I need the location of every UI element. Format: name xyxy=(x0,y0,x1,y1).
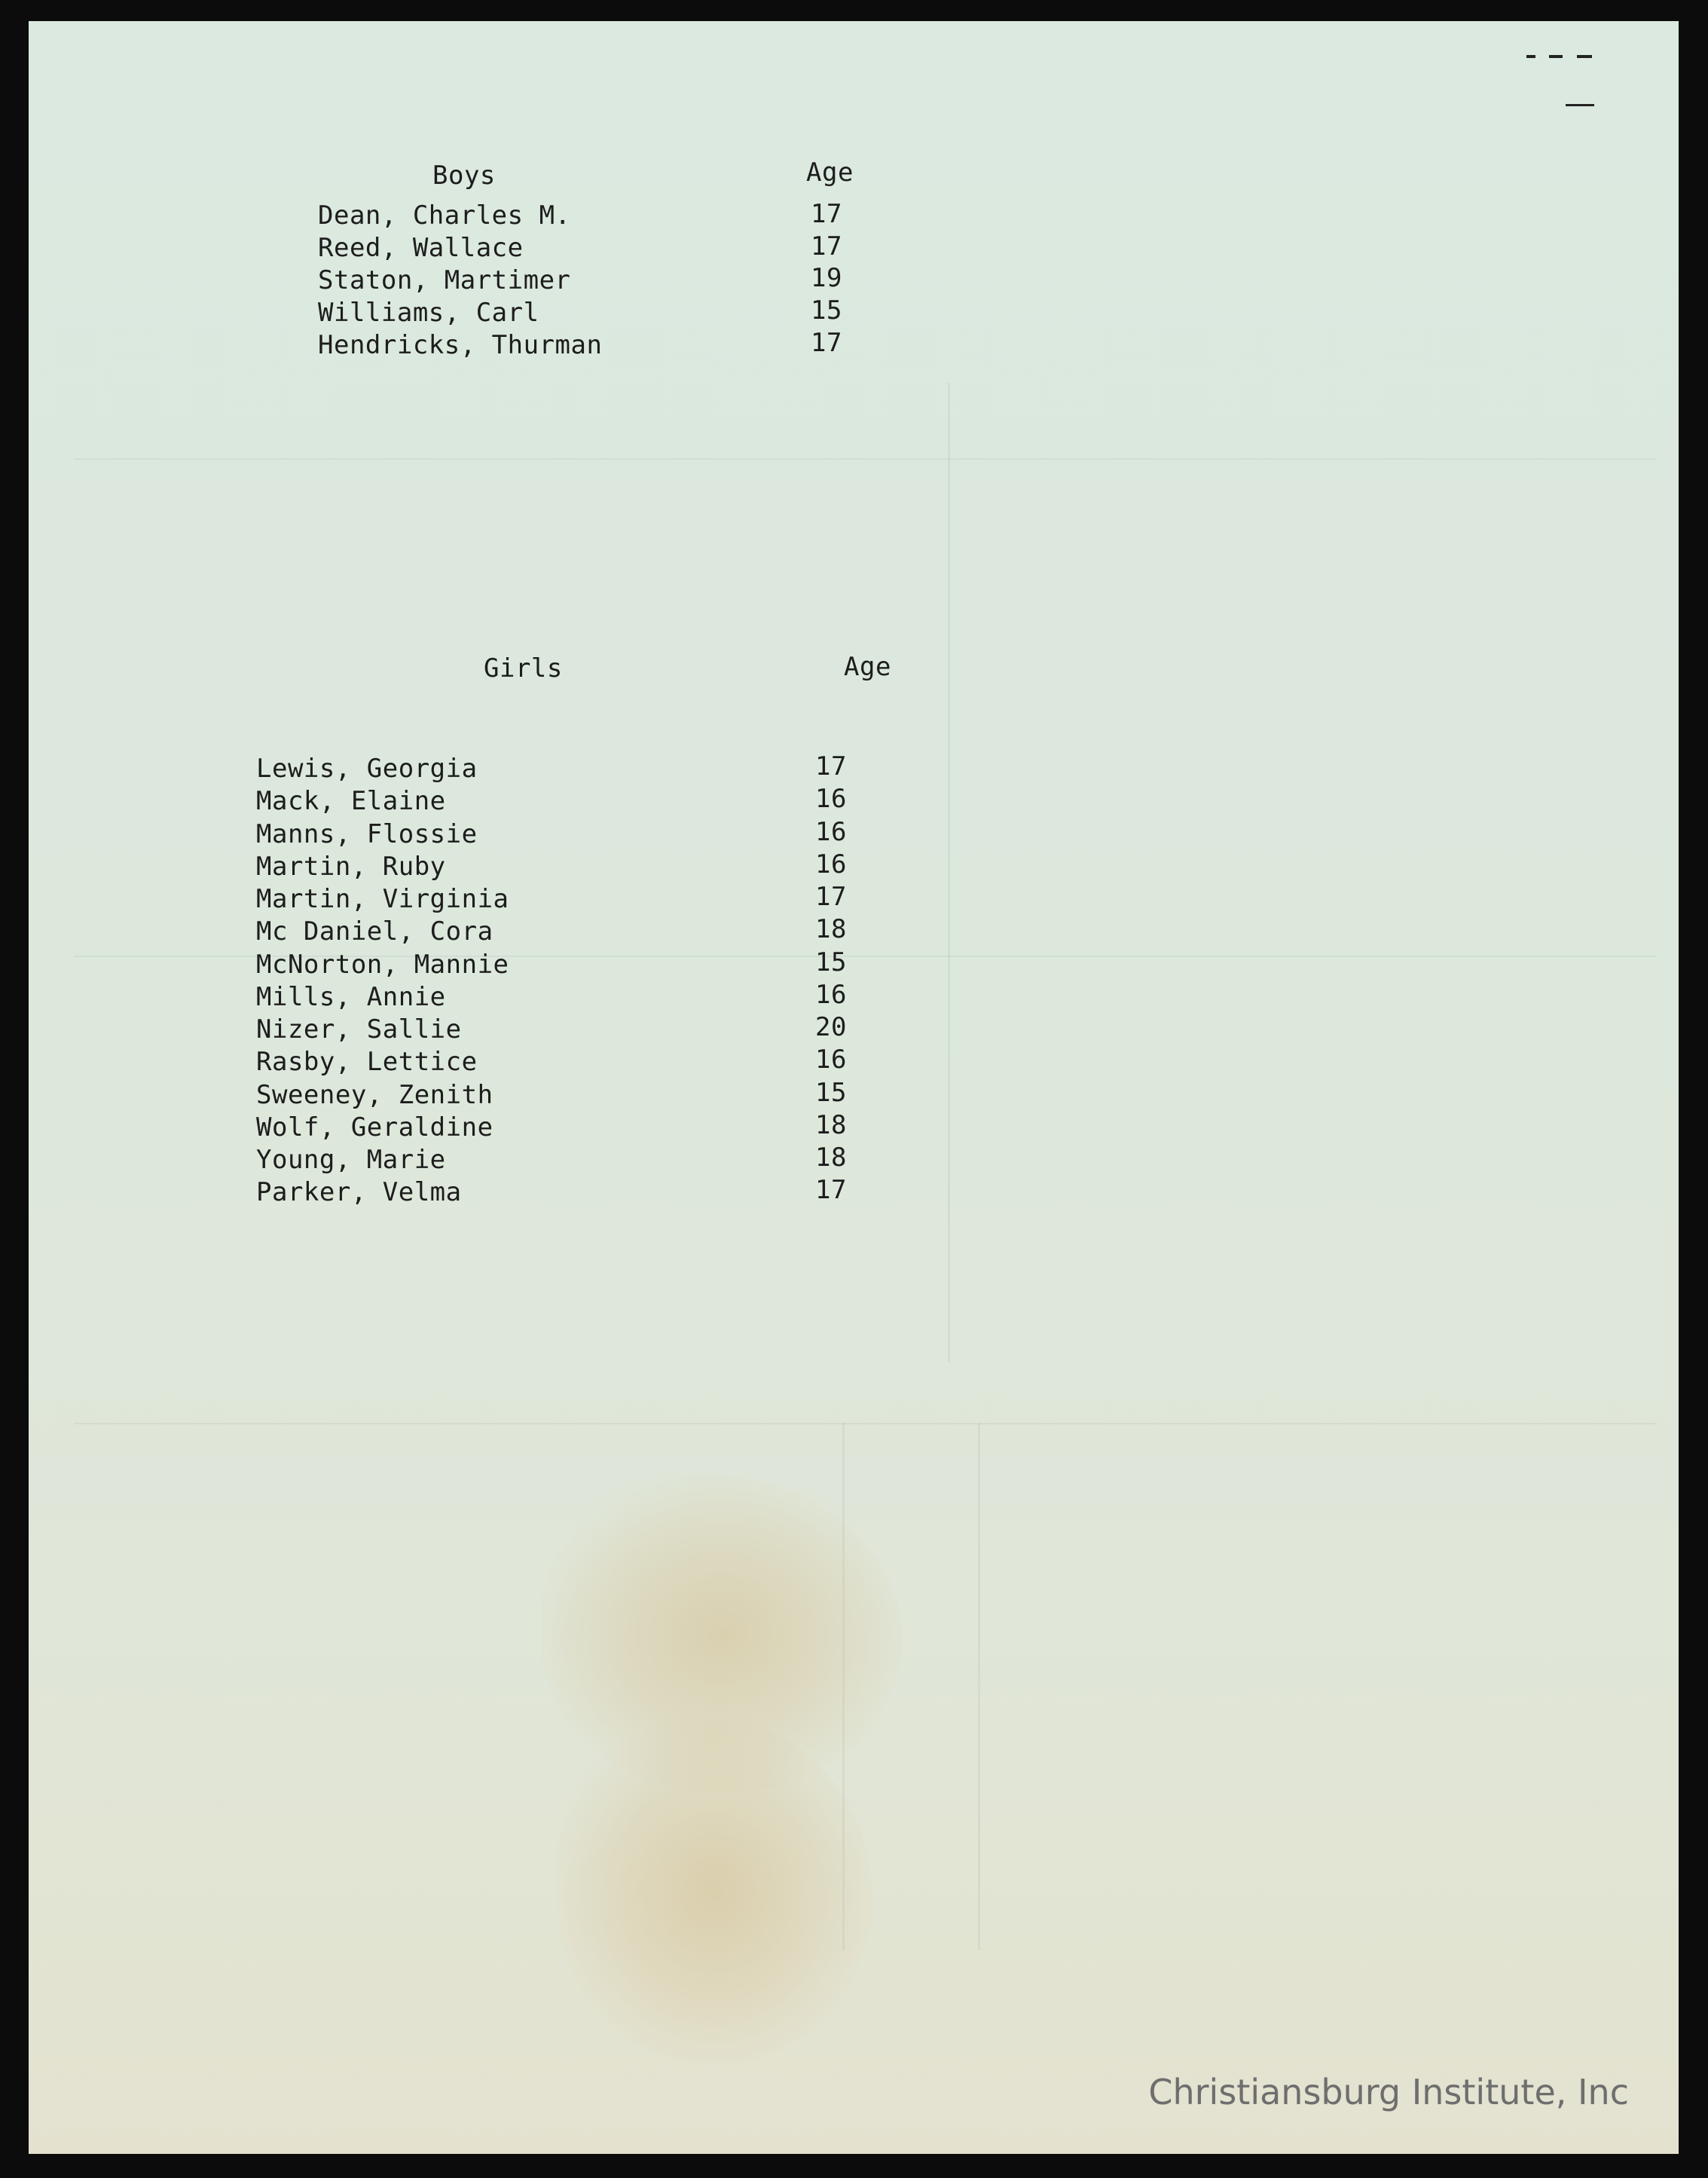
girls-age-13: 18 xyxy=(815,1143,847,1173)
girls-age-14: 17 xyxy=(815,1175,847,1205)
water-stain xyxy=(556,1717,872,2063)
girls-age-2: 16 xyxy=(815,784,847,814)
girls-name-1: Lewis, Georgia xyxy=(256,754,478,784)
bleed-through-rule xyxy=(74,458,1656,461)
corner-mark xyxy=(1577,55,1592,58)
girls-age-1: 17 xyxy=(815,751,847,782)
bleed-through-rule xyxy=(74,1423,1656,1426)
corner-mark xyxy=(1566,104,1594,106)
girls-age-heading: Age xyxy=(844,652,891,682)
boys-age-heading: Age xyxy=(806,158,854,188)
document-page xyxy=(29,21,1679,2154)
girls-name-5: Martin, Virginia xyxy=(256,884,509,914)
girls-name-9: Nizer, Sallie xyxy=(256,1014,462,1045)
girls-age-6: 18 xyxy=(815,914,847,944)
girls-name-2: Mack, Elaine xyxy=(256,786,446,816)
girls-name-12: Wolf, Geraldine xyxy=(256,1112,493,1143)
girls-name-10: Rasby, Lettice xyxy=(256,1047,478,1077)
boys-name-4: Williams, Carl xyxy=(318,298,539,328)
corner-mark xyxy=(1526,55,1535,58)
girls-age-11: 15 xyxy=(815,1078,847,1108)
girls-name-8: Mills, Annie xyxy=(256,982,446,1012)
bleed-through-rule xyxy=(948,383,952,1363)
girls-name-11: Sweeney, Zenith xyxy=(256,1080,493,1110)
girls-name-6: Mc Daniel, Cora xyxy=(256,916,493,947)
girls-age-5: 17 xyxy=(815,882,847,912)
girls-age-12: 18 xyxy=(815,1110,847,1140)
girls-age-3: 16 xyxy=(815,817,847,847)
girls-name-14: Parker, Velma xyxy=(256,1177,462,1207)
boys-age-3: 19 xyxy=(811,263,842,293)
bleed-through-rule xyxy=(978,1423,982,1950)
girls-age-10: 16 xyxy=(815,1045,847,1075)
boys-name-2: Reed, Wallace xyxy=(318,233,524,263)
corner-mark xyxy=(1549,55,1563,58)
boys-age-1: 17 xyxy=(811,199,842,229)
boys-age-4: 15 xyxy=(811,295,842,326)
girls-age-9: 20 xyxy=(815,1012,847,1042)
boys-age-5: 17 xyxy=(811,328,842,358)
girls-name-3: Manns, Flossie xyxy=(256,819,478,849)
boys-heading: Boys xyxy=(432,161,496,191)
girls-name-13: Young, Marie xyxy=(256,1145,446,1175)
girls-age-4: 16 xyxy=(815,849,847,879)
archive-watermark: Christiansburg Institute, Inc xyxy=(1148,2072,1629,2112)
boys-age-2: 17 xyxy=(811,231,842,262)
girls-name-7: McNorton, Mannie xyxy=(256,950,509,980)
girls-name-4: Martin, Ruby xyxy=(256,852,446,882)
boys-name-5: Hendricks, Thurman xyxy=(318,330,603,360)
boys-name-3: Staton, Martimer xyxy=(318,265,571,295)
girls-age-7: 15 xyxy=(815,947,847,977)
girls-heading: Girls xyxy=(484,653,563,684)
girls-age-8: 16 xyxy=(815,980,847,1010)
boys-name-1: Dean, Charles M. xyxy=(318,200,571,231)
